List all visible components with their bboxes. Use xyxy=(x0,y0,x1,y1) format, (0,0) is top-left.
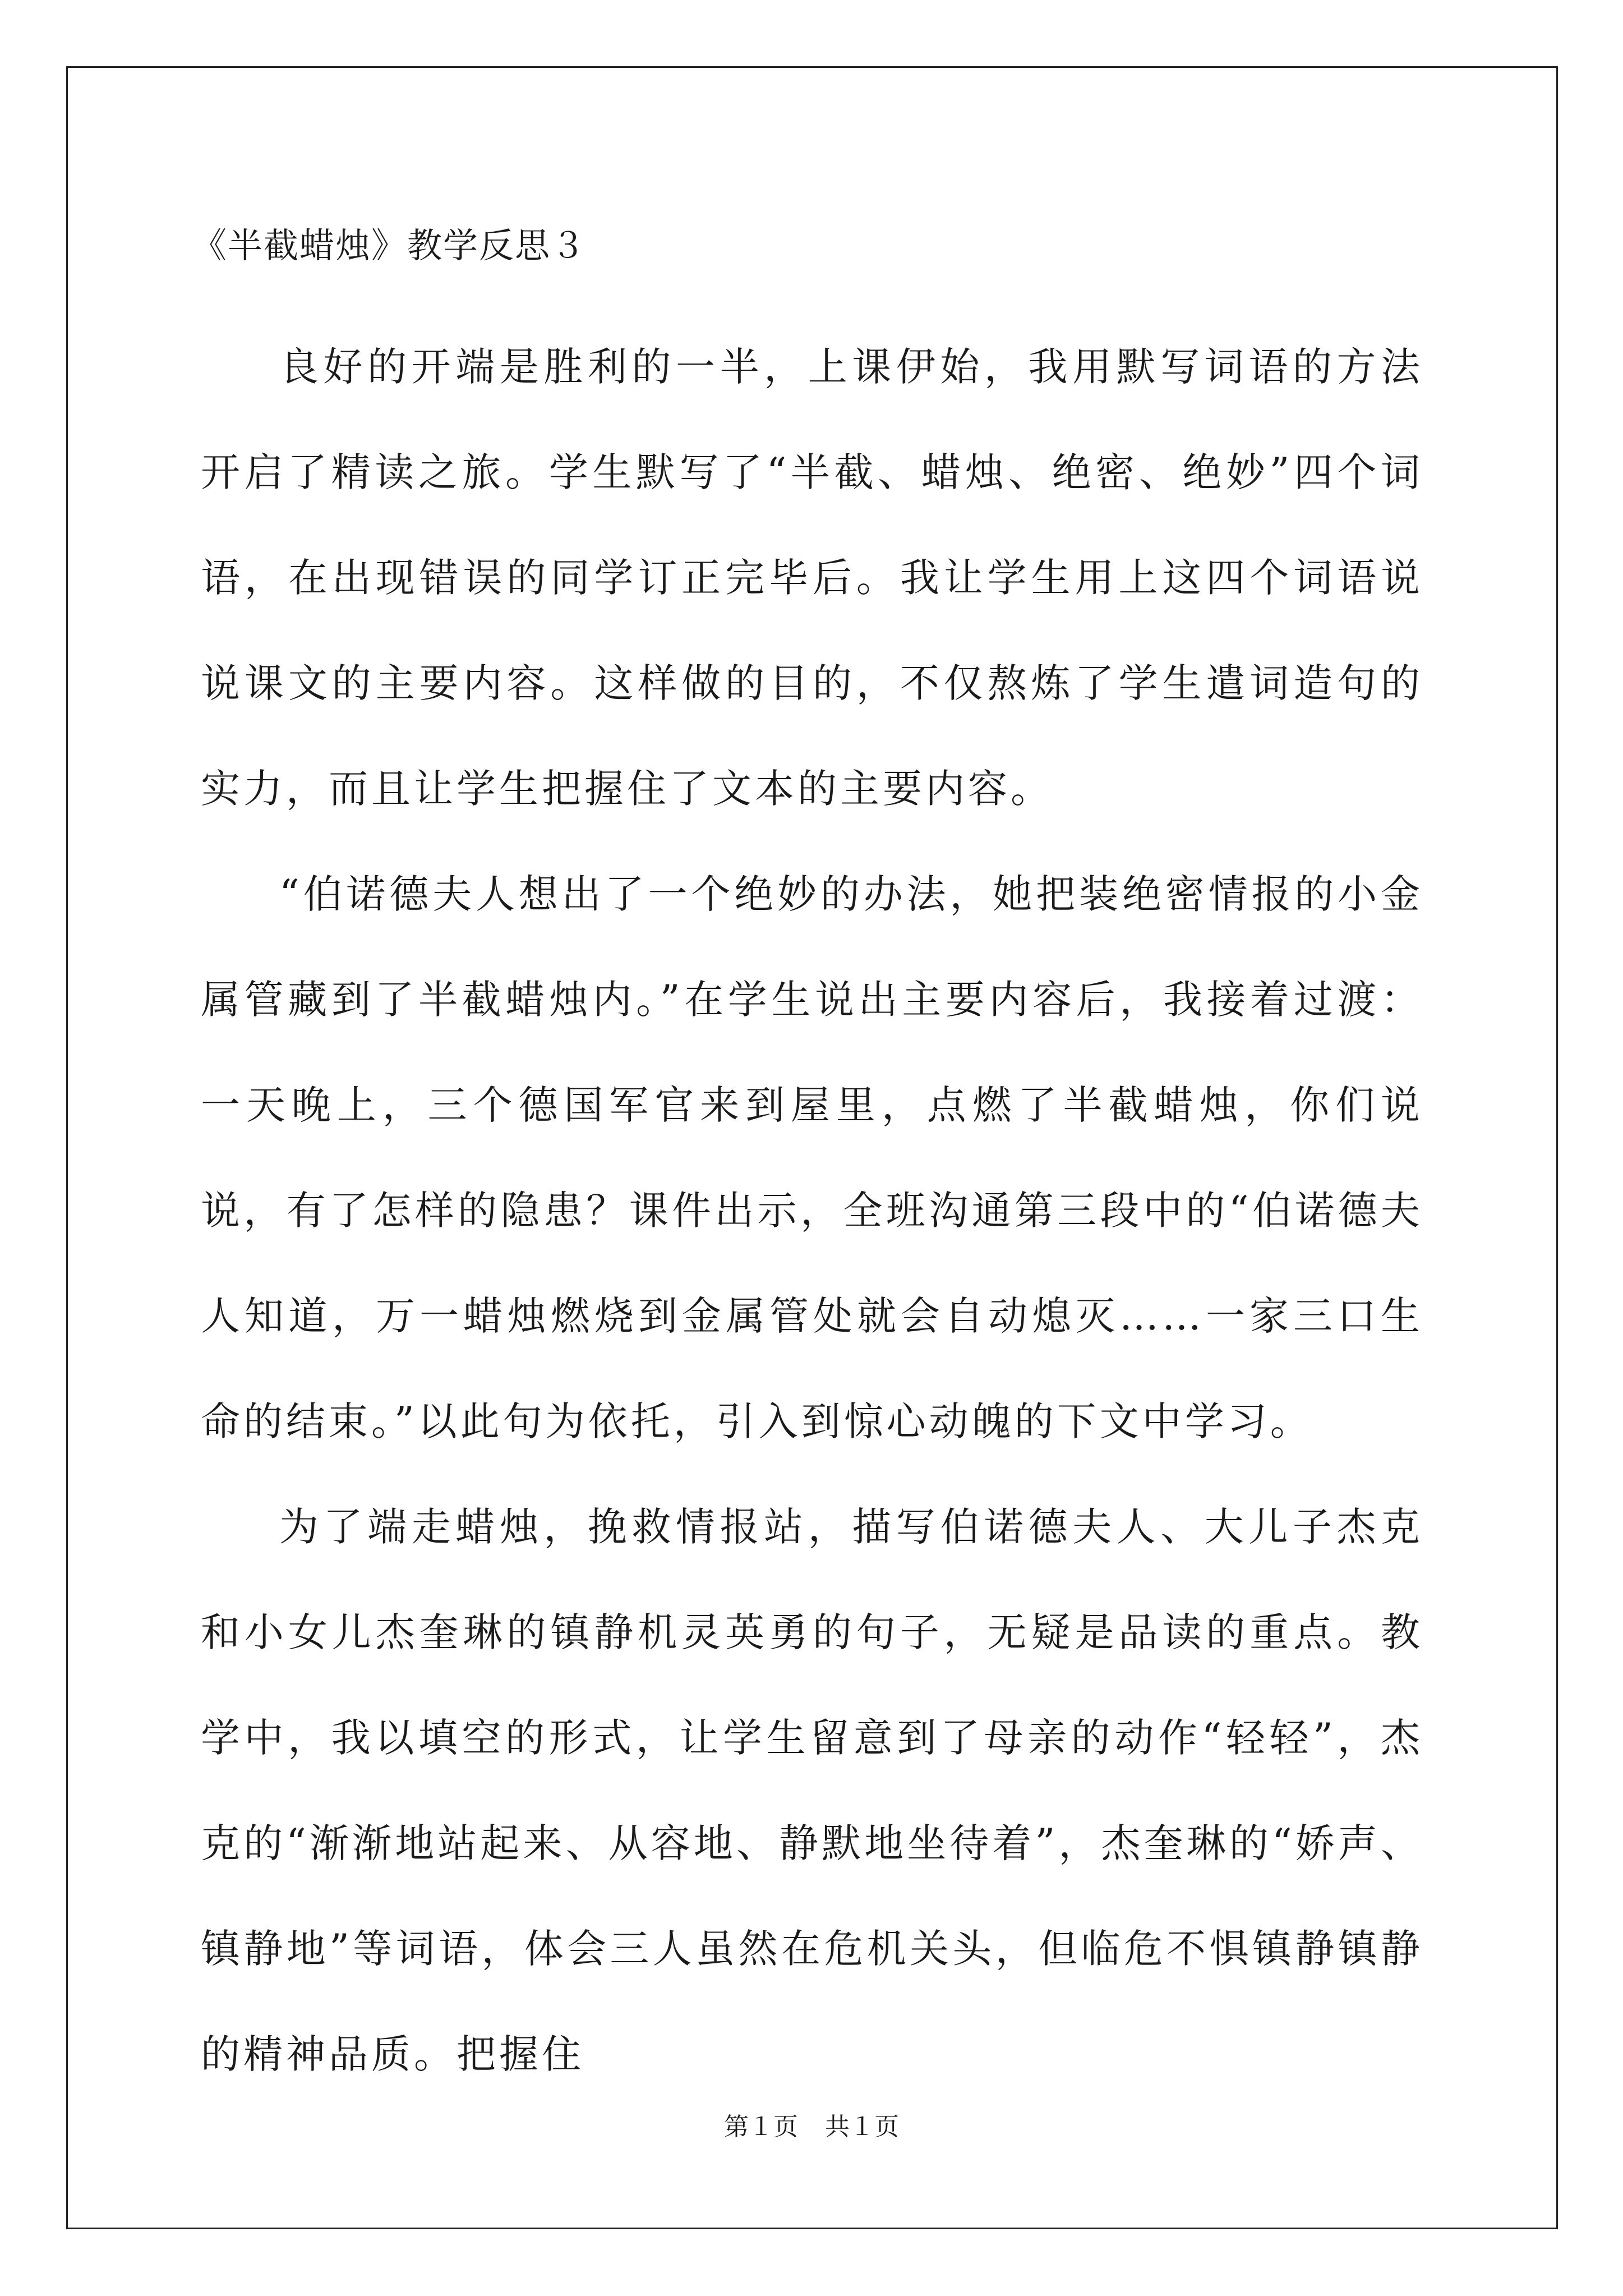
page-footer xyxy=(0,2111,1623,2143)
page-number: 第１页 xyxy=(724,2113,798,2141)
document-title: 《半截蜡烛》教学反思３ xyxy=(192,225,587,266)
document-body xyxy=(201,314,1423,2107)
page-total: 共１页 xyxy=(825,2113,899,2141)
paragraph-2: “伯诺德夫人想出了一个绝妙的办法，她把装绝密情报的小金属管藏到了半截蜡烛内。”在学生说出主要内容后，我接着过渡：一天晚上，三个德国军官来到屋里，点燃了半截蜡烛，你们说说，有了怎样的隐患？课件出示，全班沟通第三段中的“伯诺德夫人知道，万一蜡烛燃烧到金属管处就会自动熄灭……一家三口生命的结束。”以此句为依托，引入到惊心动魄的下文中学习。 xyxy=(201,871,1423,1444)
paragraph-3: 为了端走蜡烛，挽救情报站，描写伯诺德夫人、大儿子杰克和小女儿杰奎琳的镇静机灵英勇的句子，无疑是品读的重点。教学中，我以填空的形式，让学生留意到了母亲的动作“轻轻”，杰克的“渐渐地站起来、从容地、静默地坐待着”，杰奎琳的“娇声、镇静地”等词语，体会三人虽然在危机关头，但临危不惧镇静镇静的精神品质。把握住 xyxy=(201,1504,1423,2077)
paragraph-1: 良好的开端是胜利的一半，上课伊始，我用默写词语的方法开启了精读之旅。学生默写了“半截、蜡烛、绝密、绝妙”四个词语，在出现错误的同学订正完毕后。我让学生用上这四个词语说说课文的主要内容。这样做的目的，不仅熬炼了学生遣词造句的实力，而且让学生把握住了文本的主要内容。 xyxy=(201,344,1423,812)
